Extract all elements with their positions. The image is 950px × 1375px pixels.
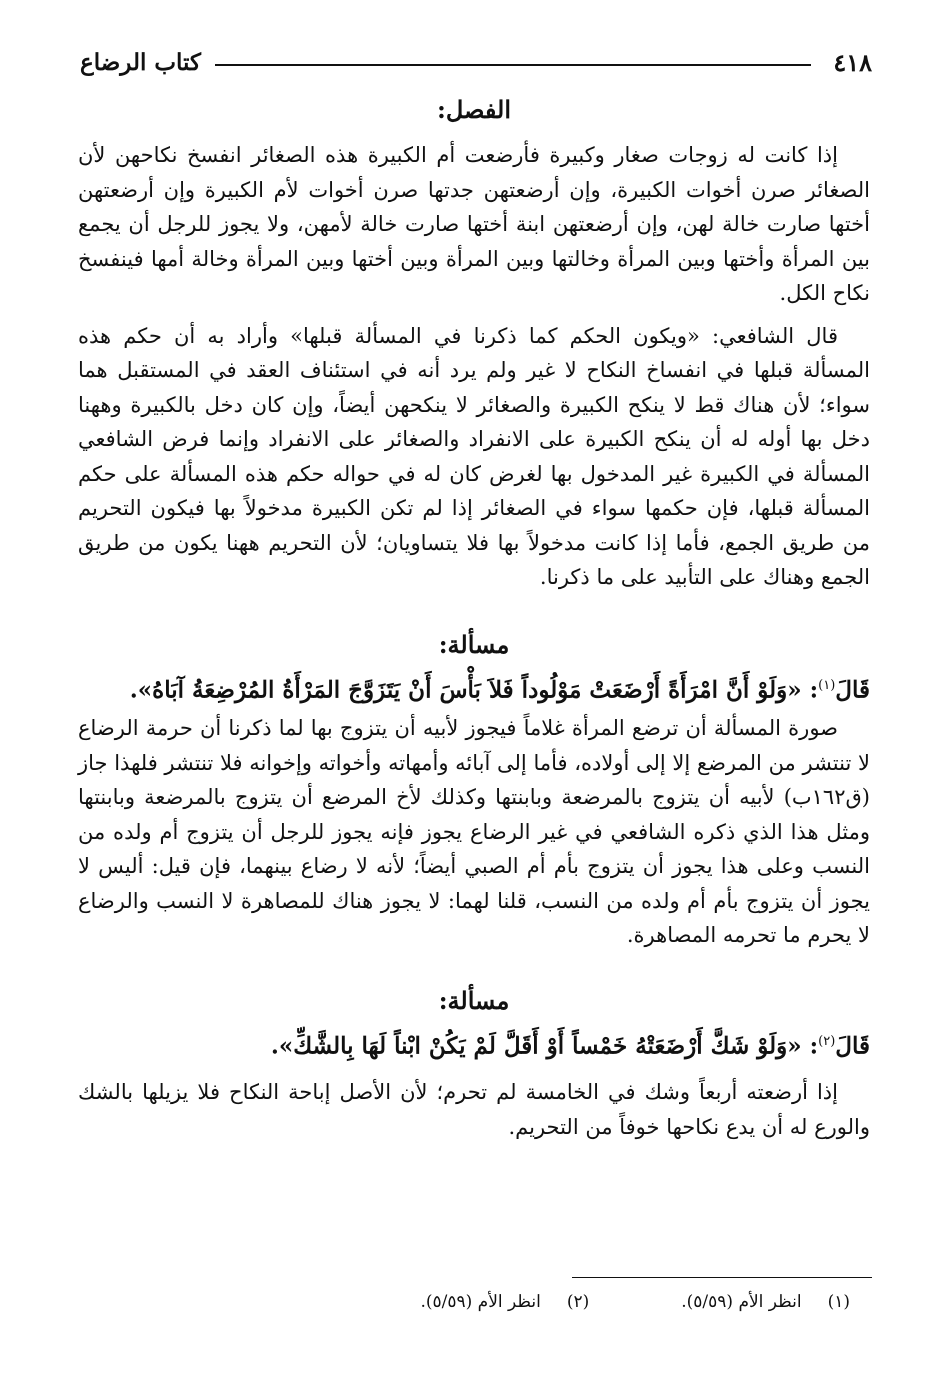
paragraph: قال الشافعي: «ويكون الحكم كما ذكرنا في المسألة قبلها» وأراد به أن حكم هذه المسألة قبلها في انفساخ النكاح لا غير ولم يرد أنه في استئناف العقد في المستقبل هما سواء؛ لأن هناك قط لا ينكح الكبيرة والصغائر لا ينكحهن أيضاً، وإن كان دخل بالكبيرة وههنا دخل بها أوله له أن ينكح الكبيرة على الانفراد والصغائر على الانفراد وإنما فرض الشافعي المسألة في الكبيرة غير المدخول بها لغرض كان له في حواله حكم هذه المسألة على حكم المسألة قبلها، فإن حكمها سواء في الصغائر إذا لم تكن الكبيرة مدخولاً بها فيكون التحريم من طريق الجمع، فأما إذا كانت مدخولاً بها فلا يتساويان؛ لأن التحريم ههنا يكون من طريق الجمع وهناك على التأبيد على ما ذكرنا. (78, 323, 870, 589)
header-rule (215, 64, 811, 66)
page-header (80, 44, 872, 80)
footnote-reference: (٢) (818, 1033, 836, 1049)
footnote-number: (٢) (566, 1292, 590, 1312)
footnote-number: (١) (827, 1292, 850, 1312)
quote-prefix: قَالَ (835, 676, 870, 704)
quote-prefix: قَالَ (835, 1032, 870, 1060)
footnote-text: انظر الأم (٥/٥٩). (681, 1292, 802, 1312)
footnote-reference: (١) (818, 677, 836, 693)
paragraph: صورة المسألة أن ترضع المرأة غلاماً فيجوز لأبيه أن يتزوج بها لما ذكرنا أن حرمة الرضاع لا تنتشر من المرضع إلا إلى أولاده، فأما إلى آبائه وأمهاته وأخواته وإخوانه فلا تنتشر فلهذا جاز (ق١٦٢ب) لأبيه أن يتزوج بالمرضعة وبابنتها وكذلك لأخ المرضع أن يتزوج بالمرضعة وبابنتها ومثل هذا الذي ذكره الشافعي في غير الرضاع يجوز فإنه يجوز للرجل أن يتزوج أم ولده من النسب وعلى هذا يجوز أن يتزوج بأم أم الصبي أيضاً؛ لأنه لا رضاع بينهما، فإن قيل: أليس لا يجوز أن يتزوج بأم أم ولده من النسب، قلنا لهما: لا يجوز هناك للمصاهرة لا النسب والرضاع لا يحرم ما تحرمه المصاهرة. (78, 716, 870, 948)
quoted-text (78, 665, 870, 712)
footnote-separator (572, 1277, 872, 1278)
quoted-text (78, 1021, 870, 1068)
page-content (78, 90, 870, 1144)
paragraph: إذا أرضعته أربعاً وشك في الخامسة لم تحرم؛ لأن الأصل إباحة النكاح فلا يزيلها بالشك والورع له أن يدع نكاحها خوفاً من التحريم. (78, 1080, 870, 1139)
footnote-item (681, 1290, 850, 1314)
paragraph: إذا كانت له زوجات صغار وكبيرة فأرضعت أم الكبيرة هذه الصغائر انفسخ نكاحهن لأن الصغائر صرن أخوات الكبيرة، وإن أرضعتهن جدتها صرن أخوات لأم الكبيرة وإن أرضعتهن أختها صارت خالة لهن، وإن أرضعتهن ابنة أختها صارت خالة لأمهن، ولا يجوز للرجل أن يجمع بين المرأة وأختها وبين المرأة وخالتها وبين المرأة وبين أختها وبين المرأة وخالة أمها فينفسخ نكاح الكل. (78, 143, 870, 305)
page-number: ٤١٨ (833, 47, 872, 77)
section-heading: الفصل: (437, 95, 511, 124)
footnote-text: انظر الأم (٥/٥٩). (420, 1292, 541, 1312)
footnote-item (420, 1290, 589, 1314)
footnotes (250, 1290, 850, 1314)
book-title: كتاب الرضاع (80, 48, 201, 76)
section-heading: مسألة: (438, 985, 510, 1015)
quote-body: : «وَلَوْ شَكَّ أَرْضَعَتْهُ خَمْساً أَوْ أَقَلَّ لَمْ يَكُنْ ابْناً لَهَا بِالشَّكِّ». (270, 1032, 819, 1060)
quote-body: : «وَلَوْ أَنَّ امْرَأَةً أَرْضَعَتْ مَوْلُوداً فَلاَ بَأْسَ أَنْ يَتَزَوَّجَ المَرْأَةُ المُرْضِعَةُ آبَاهُ». (129, 676, 819, 704)
section-heading: مسألة: (438, 629, 510, 659)
